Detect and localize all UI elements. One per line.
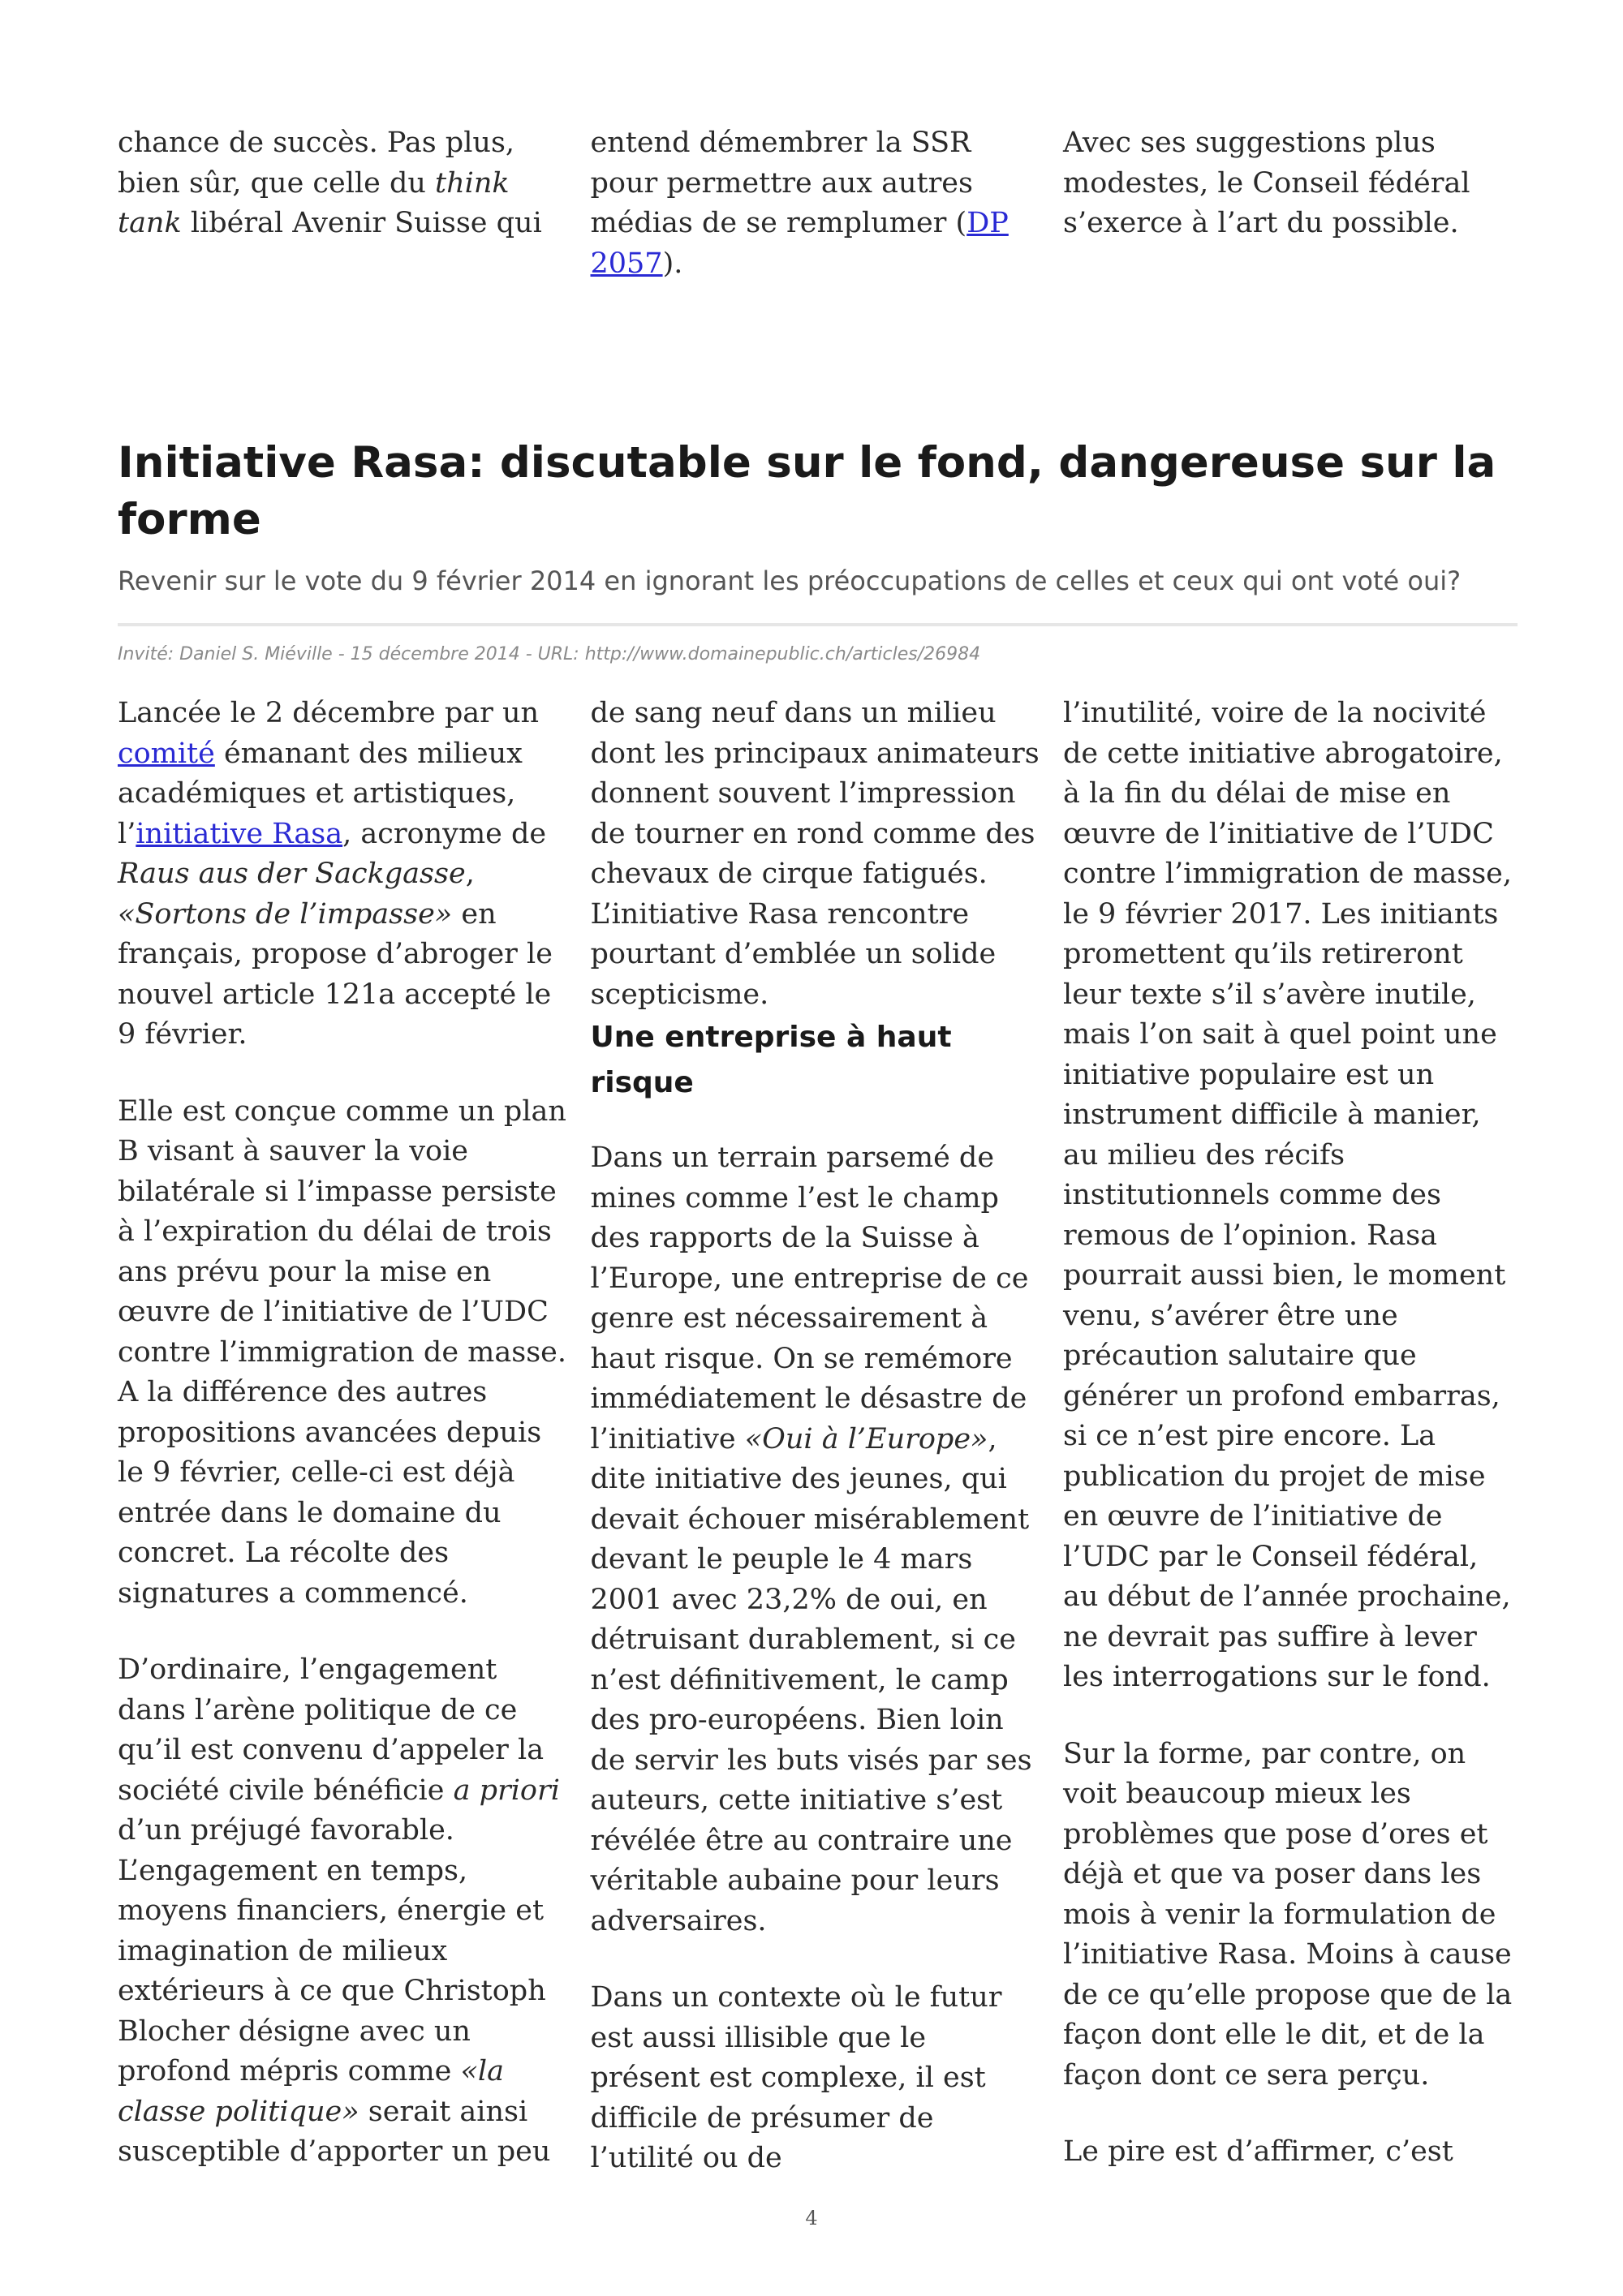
inline-link[interactable]: DP 2057 (590, 207, 1009, 280)
text-run: entend démembrer la SSR pour permettre aux autres médias de se remplumer ( (590, 127, 973, 239)
paragraph (1063, 123, 1513, 244)
text-run: , (465, 858, 475, 890)
top-column-3 (1063, 123, 1513, 284)
paragraph (118, 1650, 568, 2173)
text-run: , dite initiative des jeunes, qui devait échouer misérablement devant le peuple le 4 mars 2001 avec 23,2% de oui, en détruisant durablement, si ce n’est définitivement, le camp des pro-européens. Bien loin de servir les buts visés par ses auteurs, cette initiative s’est révélée être au contraire une véritable aubaine pour leurs adversaires. (590, 1422, 1032, 1937)
text-run: libéral Avenir Suisse qui (181, 207, 542, 239)
previous-article-continuation (118, 123, 1513, 284)
article-title: Initiative Rasa: discutable sur le fond, dangereuse sur la forme (118, 438, 1496, 544)
paragraph (1063, 694, 1513, 1698)
italic-text: think tank (118, 166, 510, 239)
paragraph (1063, 2132, 1513, 2173)
text-run: D’ordinaire, l’engagement dans l’arène politique de ce qu’il est convenu d’appeler la société civile bénéficie (118, 1653, 545, 1807)
paragraph (591, 123, 1041, 284)
section-subheading: Une entreprise à haut risque (590, 1021, 952, 1099)
paragraph (1063, 1735, 1513, 2096)
text-run: émanant des milieux académiques et artistiques, l’ (118, 737, 523, 850)
italic-text: «la classe politique» (118, 2055, 504, 2128)
text-run: Sur la forme, par contre, on voit beaucoup mieux les problèmes que pose d’ores et déjà et que va poser dans les mois à venir la formulation de l’initiative Rasa. Moins à cause de ce qu’elle propose que de la façon dont elle le dit, et de la façon dont ce sera perçu. (1063, 1737, 1513, 2092)
text-run: Lancée le 2 décembre par un (118, 697, 540, 729)
paragraph (591, 1138, 1041, 1941)
inline-link[interactable]: initiative Rasa (136, 817, 343, 850)
paragraph (118, 123, 568, 244)
italic-text: «Sortons de l’impasse» (118, 897, 453, 931)
header-divider (118, 623, 1518, 626)
text-run: chance de succès. Pas plus, bien sûr, que celle du (118, 127, 515, 200)
text-run: d’un préjugé favorable. L’engagement en temps, moyens financiers, énergie et imagination de milieux extérieurs à ce que Christoph Blocher désigne avec un profond mépris comme (118, 1814, 546, 2087)
inline-link[interactable]: comité (118, 737, 215, 770)
text-run: Dans un terrain parsemé de mines comme l’est le champ des rapports de la Suisse à l’Europe, une entreprise de ce genre est nécessairement à haut risque. On se remémore immédiatement le désastre de l’initiative (590, 1142, 1029, 1455)
text-run: ). (662, 247, 683, 280)
text-run: , acronyme de (342, 817, 547, 850)
italic-text: Raus aus der Sackgasse (118, 858, 466, 890)
column-2-section (591, 1138, 1041, 2179)
top-column-1 (118, 123, 568, 284)
text-run: de sang neuf dans un milieu dont les principaux animateurs donnent souvent l’impression de tourner en rond comme des chevaux de cirque fatigués. L’initiative Rasa rencontre pourtant d’emblée un solide scepticisme. (590, 697, 1040, 1011)
body-column-1 (118, 694, 568, 2179)
text-run: Avec ses suggestions plus modestes, le Conseil fédéral s’exerce à l’art du possible. (1063, 127, 1470, 239)
italic-text: «Oui à l’Europe» (744, 1422, 988, 1455)
top-column-2 (591, 123, 1041, 284)
column-2-intro (591, 694, 1041, 1015)
text-run: Elle est conçue comme un plan B visant à sauver la voie bilatérale si l’impasse persiste à l’expiration du délai de trois ans prévu pour la mise en œuvre de l’initiative de l’UDC contre l’immigration de masse. A la différence des autres propositions avancées depuis le 9 février, celle-ci est déjà entrée dans le domaine du concret. La récolte des signatures a commencé. (118, 1094, 566, 1610)
text-run: Dans un contexte où le futur est aussi illisible que le présent est complexe, il est difficile de présumer de l’utilité ou de (590, 1981, 1002, 2174)
text-run: Le pire est d’affirmer, c’est (1063, 2135, 1453, 2168)
article-meta: Invité: Daniel S. Miéville - 15 décembre 2014 - URL: http://www.domainepublic.ch/articles/26984 (118, 644, 981, 664)
article-subtitle: Revenir sur le vote du 9 février 2014 en ignorant les préoccupations de celles et ceux qui ont voté oui? (118, 565, 1462, 596)
body-column-3 (1063, 694, 1513, 2179)
text-run: en français, propose d’abroger le nouvel article 121a accepté le 9 février. (118, 897, 553, 1051)
article-header (118, 435, 1518, 664)
page-number: 4 (805, 2207, 818, 2229)
paragraph (591, 1978, 1041, 2179)
paragraph (591, 694, 1041, 1015)
italic-text: a priori (453, 1774, 560, 1807)
paragraph (118, 1092, 568, 1615)
text-run: l’inutilité, voire de la nocivité de cette initiative abrogatoire, à la fin du délai de mise en œuvre de l’initiative de l’UDC contre l’immigration de masse, le 9 février 2017. Les initiants promettent qu’ils retireront leur texte s’il s’avère inutile, mais l’on sait à quel point une initiative populaire est un instrument difficile à manier, au milieu des récifs institutionnels comme des remous de l’opinion. Rasa pourrait aussi bien, le moment venu, s’avérer être une précaution salutaire que générer un profond embarras, si ce n’est pire encore. La publication du projet de mise en œuvre de l’initiative de l’UDC par le Conseil fédéral, au début de l’année prochaine, ne devrait pas suffire à lever les interrogations sur le fond. (1063, 697, 1512, 1693)
article-body (118, 694, 1513, 2179)
text-run: serait ainsi susceptible d’apporter un peu (118, 2095, 551, 2168)
paragraph (118, 694, 568, 1056)
body-column-2 (591, 694, 1041, 2179)
